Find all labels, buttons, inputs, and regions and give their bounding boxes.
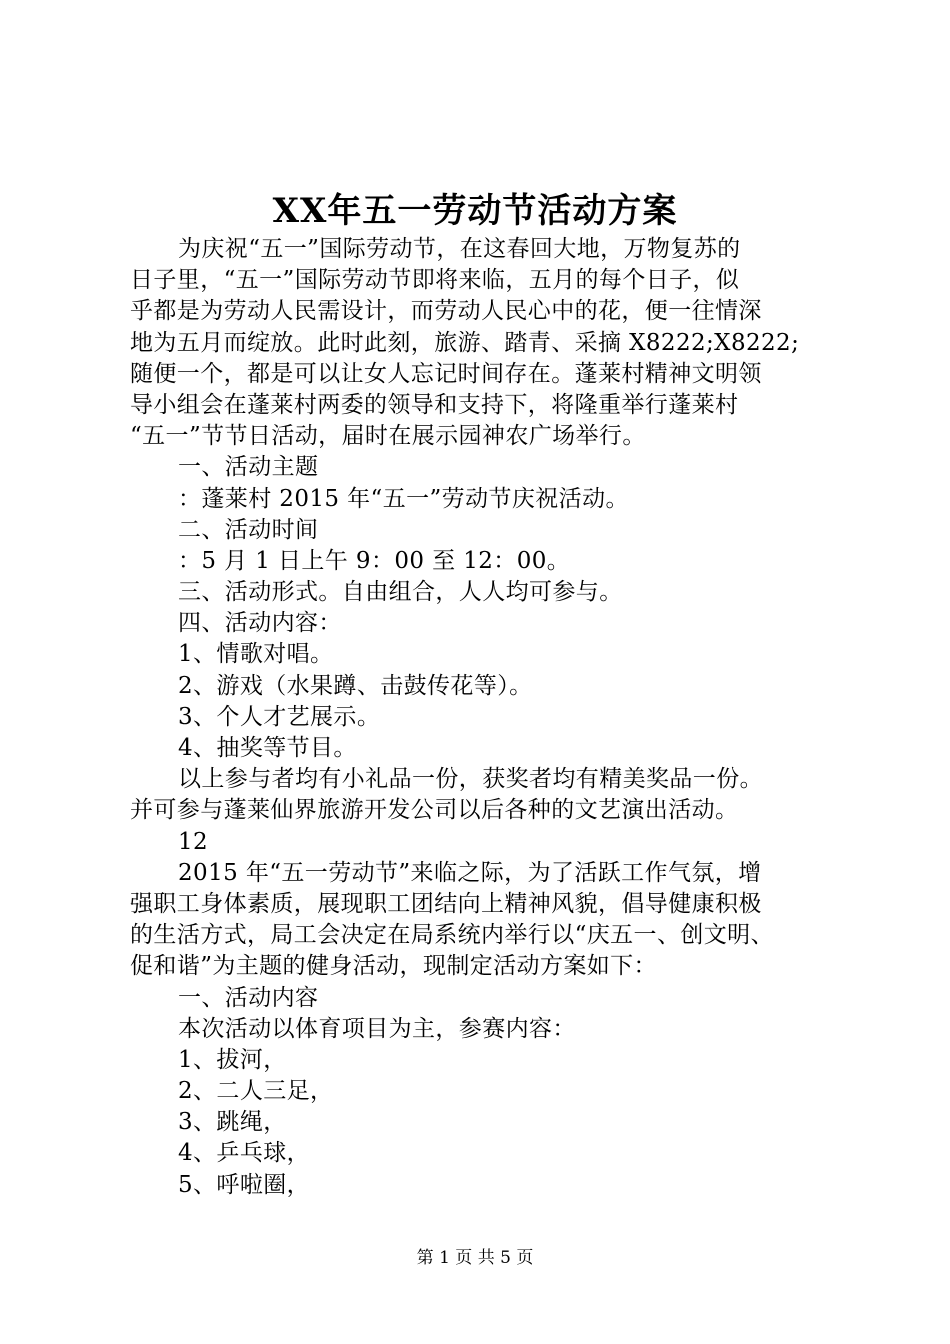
list-item: 4、抽奖等节目。 [178, 735, 357, 761]
paragraph-line: 以上参与者均有小礼品一份，获奖者均有精美奖品一份。 [178, 766, 763, 793]
list-item: 4、乒乓球， [178, 1140, 311, 1167]
page-footer: 第 1 页 共 5 页 [416, 1248, 534, 1268]
section-heading: 一、活动内容 [178, 984, 319, 1011]
list-item: 2、游戏（水果蹲、击鼓传花等）。 [178, 672, 533, 699]
section-heading: 二、活动时间 [178, 516, 319, 543]
paragraph-line: 乎都是为劳动人民需设计，而劳动人民心中的花，便一往情深 [130, 298, 762, 325]
paragraph-line: 2015 年“五一劳动节”来临之际，为了活跃工作气氛，增 [178, 859, 762, 886]
paragraph-line: 为庆祝“五一”国际劳动节，在这春回大地，万物复苏的 [178, 236, 741, 262]
document-title: XX年五一劳动节活动方案 [272, 191, 678, 231]
paragraph-line: 的生活方式，局工会决定在局系统内举行以“庆五一、创文明、 [130, 922, 774, 949]
paragraph-line: 12 [178, 828, 209, 855]
paragraph-line: 地为五月而绽放。此时此刻，旅游、踏青、采摘 X8222;X8222; [130, 329, 800, 356]
document-body [130, 234, 830, 1201]
paragraph-line: ：蓬莱村 2015 年“五一”劳动节庆祝活动。 [178, 485, 629, 512]
list-item: 5、呼啦圈， [178, 1171, 311, 1198]
list-item: 2、二人三足， [178, 1078, 334, 1105]
list-item: 1、拔河， [178, 1046, 287, 1073]
paragraph-line: 随便一个，都是可以让女人忘记时间存在。蓬莱村精神文明领 [130, 360, 762, 387]
paragraph-line: ：5 月 1 日上午 9：00 至 12：00。 [178, 547, 571, 574]
section-heading: 四、活动内容： [178, 610, 342, 637]
section-heading: 一、活动主题 [178, 454, 319, 481]
section-heading: 三、活动形式。自由组合，人人均可参与。 [178, 579, 623, 606]
paragraph-line: 导小组会在蓬莱村两委的领导和支持下，将隆重举行蓬莱村 [130, 391, 739, 418]
paragraph-line: “五一”节节日活动，届时在展示园神农广场举行。 [130, 423, 646, 450]
paragraph-line: 促和谐”为主题的健身活动，现制定活动方案如下： [130, 953, 657, 980]
list-item: 1、情歌对唱。 [178, 641, 334, 668]
paragraph-line: 强职工身体素质，展现职工团结向上精神风貌，倡导健康积极 [130, 890, 762, 917]
paragraph-line: 日子里，“五一”国际劳动节即将来临，五月的每个日子，似 [130, 267, 740, 294]
paragraph-line: 并可参与蓬莱仙界旅游开发公司以后各种的文艺演出活动。 [130, 797, 739, 824]
list-item: 3、跳绳， [178, 1109, 287, 1136]
paragraph-line: 本次活动以体育项目为主，参赛内容： [178, 1015, 576, 1042]
list-item: 3、个人才艺展示。 [178, 703, 381, 730]
